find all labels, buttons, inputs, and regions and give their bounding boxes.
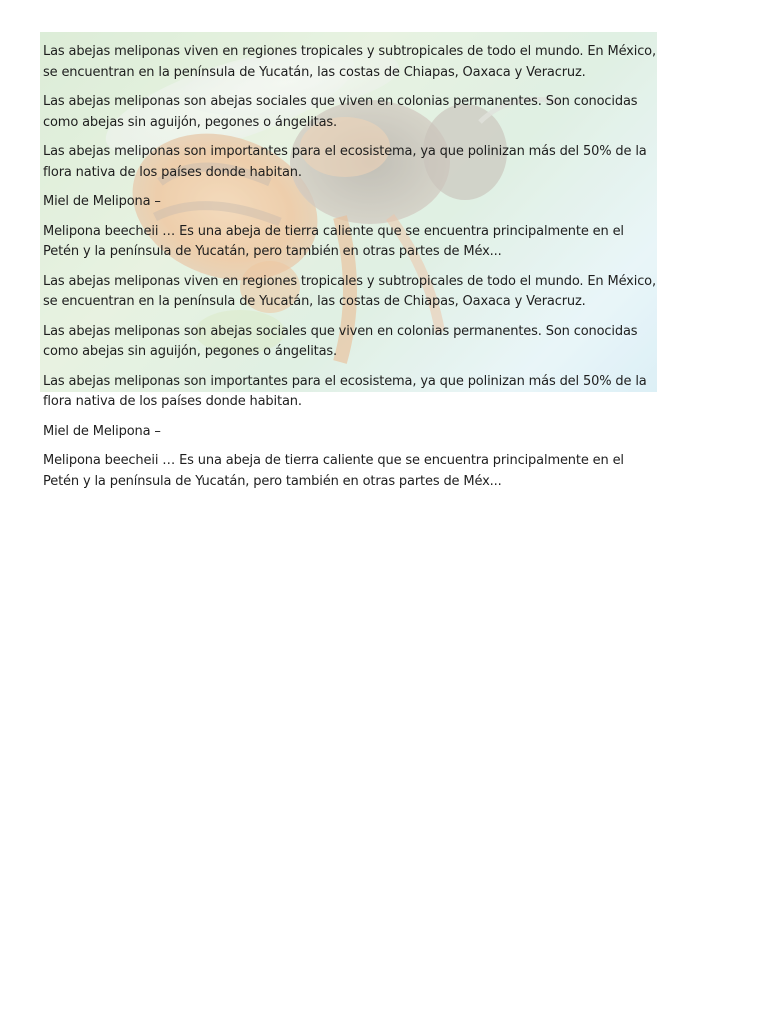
paragraph-social-repeat: Las abejas meliponas son abejas sociales que viven en colonias permanentes. Son conocidas como abejas sin aguijón, pegones o ángelitas. <box>43 323 638 359</box>
paragraph-ecosystem: Las abejas meliponas son importantes para el ecosistema, ya que polinizan más del 50% de la flora nativa de los países donde habitan. <box>43 144 647 180</box>
paragraph-honey-heading: Miel de Melipona – <box>43 194 161 209</box>
paragraph-beecheii: Melipona beecheii … Es una abeja de tierra caliente que se encuentra principalmente en el Petén y la península de Yucatán, pero también en otras partes de Méx... <box>43 223 624 259</box>
paragraph-habitat-repeat: Las abejas meliponas viven en regiones tropicales y subtropicales de todo el mundo. En México, se encuentran en la península de Yucatán, las costas de Chiapas, Oaxaca y Veracruz. <box>43 273 656 309</box>
paragraph-habitat: Las abejas meliponas viven en regiones tropicales y subtropicales de todo el mundo. En México, se encuentran en la península de Yucatán, las costas de Chiapas, Oaxaca y Veracruz. <box>43 44 656 80</box>
article-text <box>43 42 663 501</box>
paragraph-ecosystem-repeat: Las abejas meliponas son importantes para el ecosistema, ya que polinizan más del 50% de la flora nativa de los países donde habitan. <box>43 373 647 409</box>
paragraph-honey-heading-repeat: Miel de Melipona – <box>43 423 161 439</box>
paragraph-beecheii-repeat: Melipona beecheii … Es una abeja de tierra caliente que se encuentra principalmente en el Petén y la península de Yucatán, pero también en otras partes de Méx... <box>43 453 624 489</box>
paragraph-social: Las abejas meliponas son abejas sociales que viven en colonias permanentes. Son conocidas como abejas sin aguijón, pegones o ángelitas. <box>43 94 638 130</box>
